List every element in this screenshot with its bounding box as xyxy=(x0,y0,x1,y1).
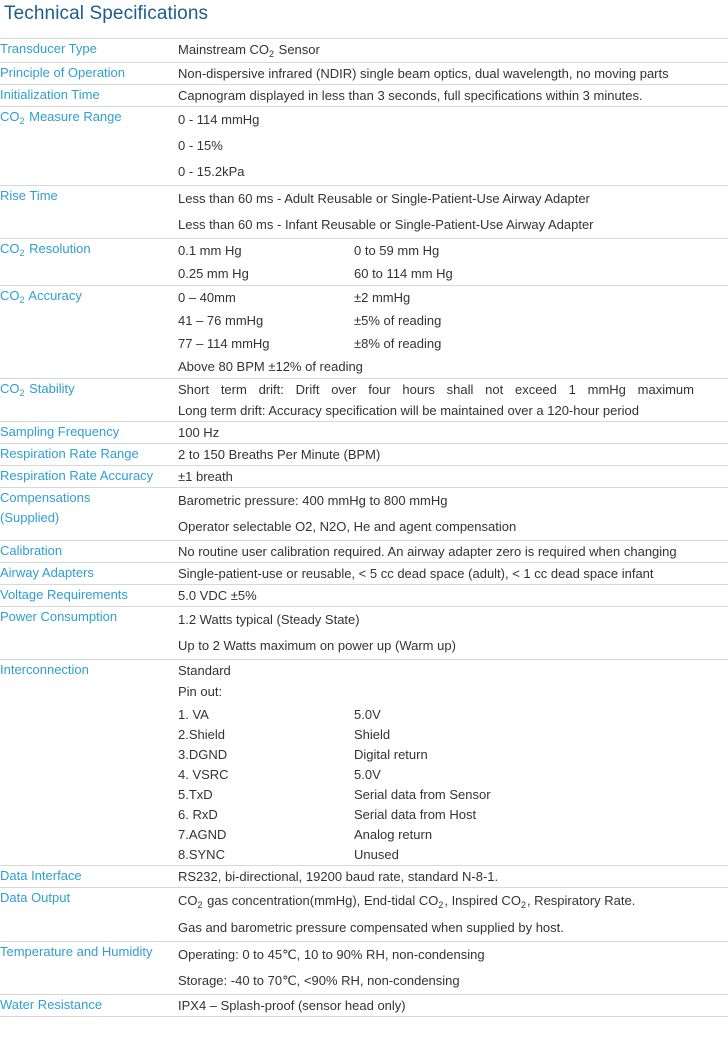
spec-value-line: 0 - 15% xyxy=(178,138,223,153)
spec-value-line: Less than 60 ms - Adult Reusable or Single-Patient-Use Airway Adapter xyxy=(178,191,590,206)
spec-value-cell xyxy=(176,995,728,1017)
pin-out-row xyxy=(176,725,728,745)
spec-value-cell xyxy=(176,107,728,186)
spec-value-cell xyxy=(176,444,728,466)
table-row xyxy=(0,39,728,63)
table-row xyxy=(0,186,728,239)
spec-label-text: Respiration Rate Range xyxy=(0,446,139,461)
spec-value-cell xyxy=(176,85,728,107)
spec-value-cell xyxy=(176,541,728,563)
spec-label-text: Power Consumption xyxy=(0,609,118,624)
spec-value-key: 0 – 40mm xyxy=(178,290,236,305)
spec-value-line: Pin out: xyxy=(178,684,223,699)
pin-out-row xyxy=(176,785,728,805)
spec-label-text: Voltage Requirements xyxy=(0,587,128,602)
spec-label-text: Sampling Frequency xyxy=(0,424,120,439)
spec-value-cell xyxy=(176,239,728,286)
spec-value-line: 100 Hz xyxy=(178,425,220,440)
spec-label-text: Transducer Type xyxy=(0,41,97,56)
table-row xyxy=(0,563,728,585)
spec-label-text: Data Interface xyxy=(0,868,82,883)
spec-value-line: 0 - 15.2kPa xyxy=(178,164,245,179)
pin-function: 5.0V xyxy=(354,707,381,722)
spec-value-line: 1.2 Watts typical (Steady State) xyxy=(178,612,360,627)
spec-value-detail: ±2 mmHg xyxy=(354,290,411,305)
spec-value-cell xyxy=(176,488,728,541)
spec-value-cell xyxy=(176,466,728,488)
spec-value-cell xyxy=(176,379,728,422)
table-row xyxy=(0,488,728,541)
spec-table-body xyxy=(0,39,728,1017)
spec-value-line: Single-patient-use or reusable, < 5 cc dead space (adult), < 1 cc dead space infant xyxy=(178,566,654,581)
table-row xyxy=(0,444,728,466)
table-row xyxy=(0,541,728,563)
table-row xyxy=(0,422,728,444)
pin-function: Digital return xyxy=(354,747,428,762)
pin-function: 5.0V xyxy=(354,767,381,782)
table-row xyxy=(0,942,728,995)
pin-function: Analog return xyxy=(354,827,433,842)
spec-label-cell xyxy=(0,39,176,63)
spec-value-cell xyxy=(176,942,728,995)
table-row xyxy=(0,286,728,379)
spec-label-text: Airway Adapters xyxy=(0,565,94,580)
pin-out-row xyxy=(176,745,728,765)
table-row xyxy=(0,866,728,888)
spec-label-cell xyxy=(0,660,176,866)
spec-label-text: Principle of Operation xyxy=(0,65,126,80)
spec-label-cell xyxy=(0,422,176,444)
spec-label-cell xyxy=(0,63,176,85)
spec-value-pair xyxy=(176,355,728,378)
spec-label-cell xyxy=(0,379,176,422)
spec-label-text: Initialization Time xyxy=(0,87,100,102)
spec-value-pair xyxy=(176,262,728,285)
spec-value-line: IPX4 – Splash-proof (sensor head only) xyxy=(178,998,406,1013)
spec-value-line: Gas and barometric pressure compensated when supplied by host. xyxy=(178,920,564,935)
spec-value-line: Barometric pressure: 400 mmHg to 800 mmHg xyxy=(178,493,448,508)
spec-value-line: Operator selectable O2, N2O, He and agent compensation xyxy=(178,519,517,534)
table-row xyxy=(0,995,728,1017)
spec-label-text: $CO_2$ Resolution xyxy=(0,241,91,258)
spec-label-cell xyxy=(0,541,176,563)
technical-specifications-table xyxy=(0,38,728,1017)
pin-function: Shield xyxy=(354,727,391,742)
spec-value-cell xyxy=(176,286,728,379)
spec-label-cell xyxy=(0,488,176,541)
page-title: Technical Specifications xyxy=(4,3,209,24)
table-row xyxy=(0,85,728,107)
spec-value-cell xyxy=(176,39,728,63)
spec-label-text: $CO_2$ Stability xyxy=(0,381,75,398)
spec-value-key: 77 – 114 mmHg xyxy=(178,336,270,351)
spec-label-cell xyxy=(0,888,176,942)
spec-label-text: Respiration Rate Accuracy xyxy=(0,468,154,483)
spec-value-line: ±1 breath xyxy=(178,469,233,484)
spec-value-pair xyxy=(176,309,728,332)
spec-label-cell xyxy=(0,563,176,585)
spec-value-pair xyxy=(176,286,728,309)
spec-label-text: Water Resistance xyxy=(0,997,103,1012)
pin-number-name: 6. RxD xyxy=(178,807,218,822)
spec-value-cell xyxy=(176,866,728,888)
spec-label-cell xyxy=(0,866,176,888)
spec-value-cell xyxy=(176,585,728,607)
spec-value-pair xyxy=(176,239,728,262)
table-row xyxy=(0,607,728,660)
spec-value-pair xyxy=(176,332,728,355)
spec-value-cell xyxy=(176,186,728,239)
spec-value-line: Short term drift: Drift over four hours shall not exceed 1 mmHg maximum xyxy=(178,382,694,397)
pin-number-name: 7.AGND xyxy=(178,827,227,842)
pin-function: Serial data from Host xyxy=(354,807,477,822)
spec-value-cell xyxy=(176,607,728,660)
spec-label-cell xyxy=(0,585,176,607)
spec-value-key: 0.25 mm Hg xyxy=(178,266,249,281)
table-row xyxy=(0,63,728,85)
table-row xyxy=(0,379,728,422)
spec-value-detail: ±5% of reading xyxy=(354,313,442,328)
spec-label-text: (Supplied) xyxy=(0,510,60,525)
pin-out-row xyxy=(176,705,728,725)
spec-label-cell xyxy=(0,239,176,286)
spec-value-line: No routine user calibration required. An airway adapter zero is required when changing xyxy=(178,544,677,559)
spec-label-cell xyxy=(0,995,176,1017)
spec-value-cell xyxy=(176,888,728,942)
spec-label-text: Temperature and Humidity xyxy=(0,944,153,959)
spec-value-key: 41 – 76 mmHg xyxy=(178,313,264,328)
table-row xyxy=(0,239,728,286)
spec-value-line: Operating: 0 to 45℃, 10 to 90% RH, non-condensing xyxy=(178,947,485,962)
spec-value-cell xyxy=(176,63,728,85)
spec-value-line: 0 - 114 mmHg xyxy=(178,112,260,127)
spec-value-detail: 0 to 59 mm Hg xyxy=(354,243,440,258)
table-row xyxy=(0,585,728,607)
pin-out-row xyxy=(176,765,728,785)
pin-out-row xyxy=(176,805,728,825)
table-row xyxy=(0,888,728,942)
spec-label-text: Data Output xyxy=(0,890,71,905)
pin-function: Serial data from Sensor xyxy=(354,787,491,802)
spec-value-line: Less than 60 ms - Infant Reusable or Single-Patient-Use Airway Adapter xyxy=(178,217,594,232)
spec-label-text: $CO_2$ Accuracy xyxy=(0,288,82,305)
spec-label-text: Compensations xyxy=(0,490,91,505)
table-row xyxy=(0,107,728,186)
spec-value-cell xyxy=(176,660,728,866)
spec-label-cell xyxy=(0,85,176,107)
spec-label-text: Interconnection xyxy=(0,662,89,677)
spec-value-line: Up to 2 Watts maximum on power up (Warm up) xyxy=(178,638,456,653)
spec-label-cell xyxy=(0,107,176,186)
table-row xyxy=(0,466,728,488)
spec-value-line: Standard xyxy=(178,663,231,678)
spec-label-text: Calibration xyxy=(0,543,63,558)
spec-value-line: Storage: -40 to 70℃, <90% RH, non-condensing xyxy=(178,973,460,988)
spec-value-line: Capnogram displayed in less than 3 seconds, full specifications within 3 minutes. xyxy=(178,88,643,103)
spec-label-cell xyxy=(0,444,176,466)
spec-label-cell xyxy=(0,186,176,239)
spec-value-cell xyxy=(176,422,728,444)
spec-value-key: Above 80 BPM ±12% of reading xyxy=(178,359,363,374)
pin-out-row xyxy=(176,825,728,845)
spec-label-cell xyxy=(0,607,176,660)
pin-number-name: 1. VA xyxy=(178,707,209,722)
spec-value-line: Non-dispersive infrared (NDIR) single beam optics, dual wavelength, no moving parts xyxy=(178,66,669,81)
pin-number-name: 5.TxD xyxy=(178,787,213,802)
spec-value-detail: 60 to 114 mm Hg xyxy=(354,266,453,281)
spec-label-cell xyxy=(0,942,176,995)
spec-value-detail: ±8% of reading xyxy=(354,336,442,351)
pin-function: Unused xyxy=(354,847,399,862)
pin-number-name: 3.DGND xyxy=(178,747,228,762)
spec-value-line: Long term drift: Accuracy specification will be maintained over a 120-hour period xyxy=(178,403,640,418)
spec-value-line: Mainstream $CO_2$ Sensor xyxy=(178,42,320,59)
spec-value-line: $CO_2$ gas concentration(mmHg), End-tidal $CO_2$, Inspired $CO_2$, Respiratory Rate. xyxy=(178,893,636,910)
spec-value-key: 0.1 mm Hg xyxy=(178,243,242,258)
pin-number-name: 4. VSRC xyxy=(178,767,229,782)
spec-value-line: 5.0 VDC ±5% xyxy=(178,588,257,603)
spec-label-text: $CO_2$ Measure Range xyxy=(0,109,122,126)
spec-label-text: Rise Time xyxy=(0,188,58,203)
pin-number-name: 8.SYNC xyxy=(178,847,225,862)
pin-out-row xyxy=(176,845,728,865)
spec-value-line: RS232, bi-directional, 19200 baud rate, standard N-8-1. xyxy=(178,869,499,884)
pin-number-name: 2.Shield xyxy=(178,727,225,742)
spec-label-cell xyxy=(0,286,176,379)
spec-value-cell xyxy=(176,563,728,585)
spec-value-line: 2 to 150 Breaths Per Minute (BPM) xyxy=(178,447,381,462)
spec-label-cell xyxy=(0,466,176,488)
table-row xyxy=(0,660,728,866)
